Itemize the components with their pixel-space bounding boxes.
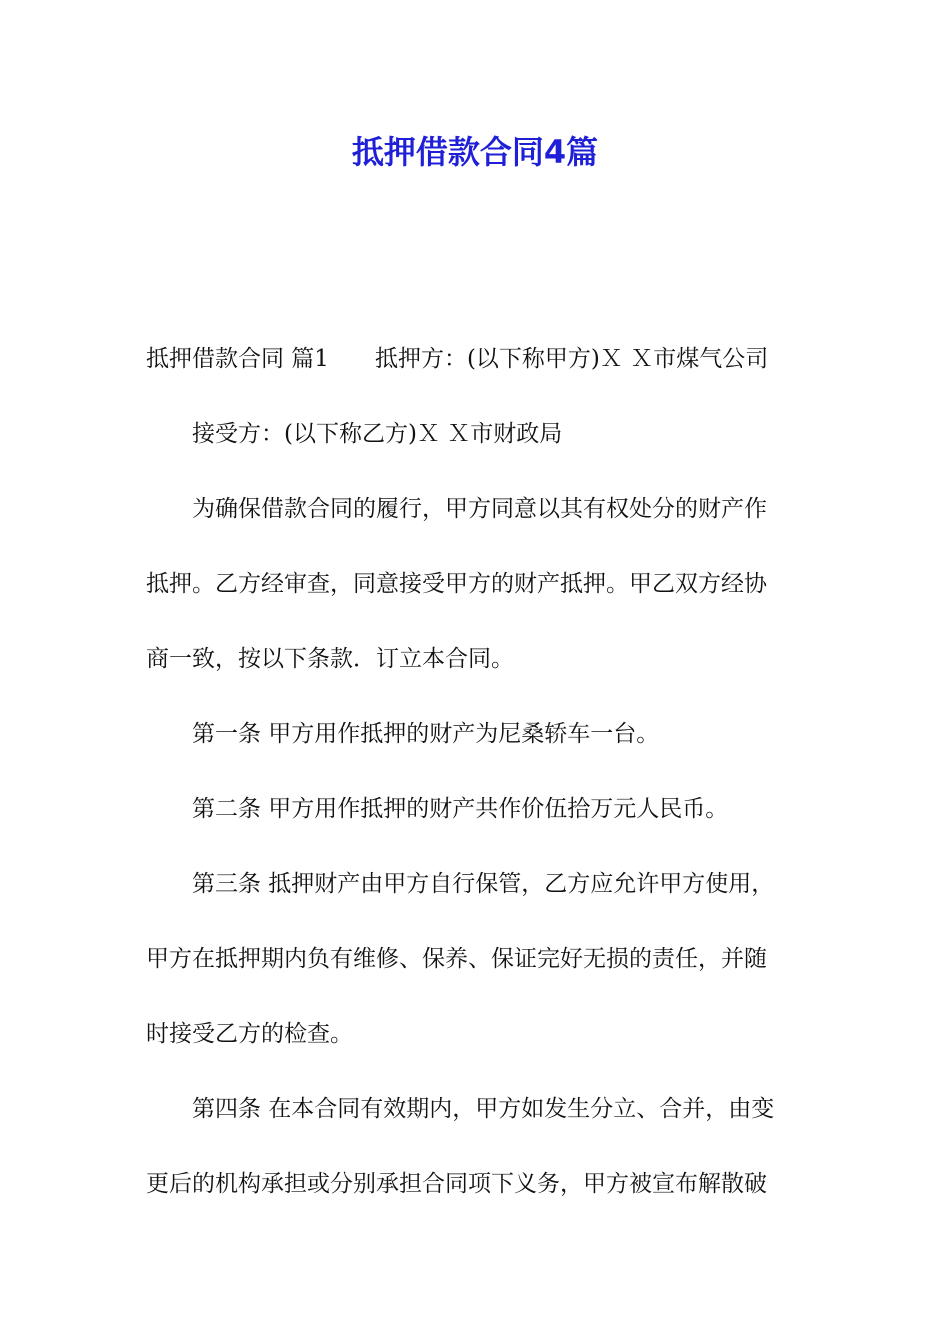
document-body — [146, 334, 816, 1234]
paragraph-line: 为确保借款合同的履行，甲方同意以其有权处分的财产作 — [192, 496, 767, 522]
paragraph-line: 甲方在抵押期内负有维修、保养、保证完好无损的责任，并随 — [146, 946, 767, 972]
article-2: 第二条 甲方用作抵押的财产共作价伍拾万元人民币。 — [192, 796, 729, 822]
document-title: 抵押借款合同4篇 — [351, 133, 599, 171]
section-label: 抵押借款合同 篇1 — [146, 346, 329, 372]
paragraph-line: 更后的机构承担或分别承担合同项下义务，甲方被宣布解散破 — [146, 1171, 767, 1197]
paragraph-line: 接受方：(以下称乙方)Ｘ Ｘ市财政局 — [192, 421, 563, 447]
article-1: 第一条 甲方用作抵押的财产为尼桑轿车一台。 — [192, 721, 660, 747]
paragraph-line: 抵押。乙方经审查，同意接受甲方的财产抵押。甲乙双方经协 — [146, 571, 767, 597]
paragraph-line: 时接受乙方的检查。 — [146, 1021, 353, 1047]
mortgagor-line: 抵押方：(以下称甲方)Ｘ Ｘ市煤气公司 — [374, 346, 769, 372]
article-3: 第三条 抵押财产由甲方自行保管，乙方应允许甲方使用， — [192, 871, 775, 897]
article-4: 第四条 在本合同有效期内，甲方如发生分立、合并，由变 — [192, 1096, 775, 1122]
header-line — [146, 334, 816, 409]
paragraph-line: 商一致，按以下条款．订立本合同。 — [146, 646, 514, 672]
